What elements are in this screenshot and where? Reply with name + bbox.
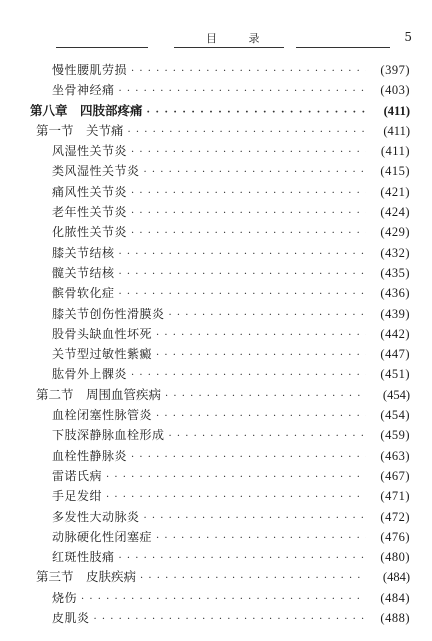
toc-entry — [30, 547, 410, 567]
toc-entry — [30, 446, 410, 466]
toc-dot-leader — [169, 427, 366, 447]
toc-dot-leader — [119, 82, 366, 102]
toc-dot-leader — [81, 590, 366, 610]
toc-dot-leader — [106, 488, 366, 508]
toc-entry — [30, 405, 410, 425]
header-rule-middle — [174, 47, 284, 48]
toc-entry — [30, 344, 410, 364]
toc-entry — [30, 507, 410, 527]
toc-dot-leader — [156, 407, 366, 427]
toc-dot-leader — [165, 387, 366, 407]
toc-entry-title: 多发性大动脉炎 — [52, 509, 140, 524]
toc-entry — [30, 182, 410, 202]
toc-dot-leader — [156, 326, 366, 346]
toc-entry-page: (463) — [380, 448, 410, 463]
toc-entry-title: 第一节 关节痛 — [36, 122, 124, 138]
toc-dot-leader — [131, 62, 366, 82]
toc-entry-page: (454) — [382, 387, 410, 402]
toc-entry — [30, 608, 410, 628]
toc-dot-leader — [131, 224, 366, 244]
toc-dot-leader — [94, 610, 366, 630]
toc-entry — [30, 222, 410, 242]
toc-entry — [30, 161, 410, 181]
toc-entry-page: (476) — [380, 529, 410, 544]
toc-entry-title: 膝关节创伤性滑膜炎 — [52, 306, 165, 321]
toc-entry-title: 动脉硬化性闭塞症 — [52, 529, 153, 544]
toc-entry — [30, 304, 410, 324]
toc-entry — [30, 324, 410, 344]
toc-entry-title: 雷诺氏病 — [52, 468, 103, 483]
toc-entry-page: (415) — [380, 164, 410, 179]
toc-dot-leader — [147, 103, 366, 123]
page-number: 5 — [404, 30, 412, 44]
header-title: 目 录 — [206, 32, 274, 45]
toc-dot-leader — [156, 529, 366, 549]
toc-entry-title: 股骨头缺血性坏死 — [52, 326, 153, 341]
toc-dot-leader — [144, 509, 366, 529]
toc-entry-page: (432) — [380, 245, 410, 260]
toc-entry — [30, 364, 410, 384]
toc-dot-leader — [119, 549, 366, 569]
toc-entry-title: 化脓性关节炎 — [52, 225, 128, 240]
toc-entry — [30, 60, 410, 80]
toc-entry — [30, 141, 410, 161]
toc-entry-title: 类风湿性关节炎 — [52, 164, 140, 179]
toc-entry-page: (459) — [380, 428, 410, 443]
toc-entry-page: (467) — [380, 468, 410, 483]
toc-section-entry — [30, 385, 410, 405]
toc-entry-page: (424) — [380, 205, 410, 220]
toc-dot-leader — [156, 346, 366, 366]
toc-entry-page: (429) — [380, 225, 410, 240]
toc-entry-page: (484) — [382, 570, 410, 585]
header-rule-right — [296, 47, 390, 48]
toc-entry-page: (472) — [380, 509, 410, 524]
toc-entry-page: (488) — [380, 611, 410, 626]
toc-entry-title: 下肢深静脉血栓形成 — [52, 428, 165, 443]
toc-dot-leader — [131, 184, 366, 204]
toc-entry-title: 血栓闭塞性脉管炎 — [52, 408, 153, 423]
toc-dot-leader — [128, 123, 366, 143]
toc-dot-leader — [106, 468, 366, 488]
toc-entry — [30, 80, 410, 100]
toc-entry-page: (484) — [380, 590, 410, 605]
toc-entry — [30, 527, 410, 547]
toc-entry — [30, 486, 410, 506]
toc-entry-page: (436) — [380, 286, 410, 301]
toc-entry-page: (411) — [383, 103, 410, 118]
toc-entry-title: 老年性关节炎 — [52, 205, 128, 220]
toc-entry-title: 肱骨外上髁炎 — [52, 367, 128, 382]
toc-entry-title: 髌骨软化症 — [52, 286, 115, 301]
toc-dot-leader — [119, 285, 366, 305]
toc-entry — [30, 283, 410, 303]
toc-dot-leader — [119, 245, 366, 265]
toc-entry — [30, 425, 410, 445]
header-rule-left — [56, 47, 148, 48]
toc-entry-title: 风湿性关节炎 — [52, 144, 128, 159]
toc-entry-page: (451) — [380, 367, 410, 382]
toc-entry-title: 慢性腰肌劳损 — [52, 63, 128, 77]
toc-entry-page: (421) — [380, 184, 410, 199]
toc-entry-page: (403) — [380, 83, 410, 98]
toc-dot-leader — [131, 366, 366, 386]
toc-entry-title: 血栓性静脉炎 — [52, 448, 128, 463]
toc-entry — [30, 202, 410, 222]
toc-entry-page: (471) — [380, 489, 410, 504]
toc-entry-page: (442) — [380, 326, 410, 341]
toc-entry — [30, 588, 410, 608]
toc-entry-title: 第二节 周围血管疾病 — [36, 386, 162, 402]
toc-entry-title: 髋关节结核 — [52, 265, 115, 280]
toc-entry — [30, 243, 410, 263]
toc-dot-leader — [131, 448, 366, 468]
toc-entry-title: 痛风性关节炎 — [52, 184, 128, 199]
toc-entry-title: 烧伤 — [52, 590, 78, 605]
toc-entry-title: 关节型过敏性紫癜 — [52, 347, 153, 362]
toc-entry-page: (480) — [380, 550, 410, 565]
page-header — [56, 30, 412, 52]
toc-entry-page: (435) — [380, 265, 410, 280]
toc-entry-title: 第八章 四肢部疼痛 — [30, 102, 143, 118]
toc-entry-title: 坐骨神经痛 — [52, 83, 115, 98]
table-of-contents — [30, 60, 410, 628]
toc-dot-leader — [119, 265, 366, 285]
toc-entry-page: (447) — [380, 347, 410, 362]
toc-entry-title: 第三节 皮肤疾病 — [36, 569, 137, 585]
toc-entry-page: (439) — [380, 306, 410, 321]
toc-entry-title: 皮肌炎 — [52, 611, 90, 626]
toc-dot-leader — [131, 204, 366, 224]
toc-entry — [30, 263, 410, 283]
toc-entry-title: 红斑性肢痛 — [52, 550, 115, 565]
toc-chapter-entry — [30, 101, 410, 121]
toc-entry-page: (411) — [380, 144, 410, 159]
toc-entry-page: (397) — [380, 63, 410, 77]
toc-dot-leader — [131, 143, 366, 163]
toc-dot-leader — [169, 306, 366, 326]
toc-entry-title: 手足发绀 — [52, 489, 103, 504]
toc-dot-leader — [140, 569, 366, 589]
toc-dot-leader — [144, 163, 366, 183]
toc-entry-title: 膝关节结核 — [52, 245, 115, 260]
toc-section-entry — [30, 567, 410, 587]
toc-section-entry — [30, 121, 410, 141]
toc-entry — [30, 466, 410, 486]
toc-entry-page: (411) — [383, 123, 410, 138]
toc-entry-page: (454) — [380, 408, 410, 423]
